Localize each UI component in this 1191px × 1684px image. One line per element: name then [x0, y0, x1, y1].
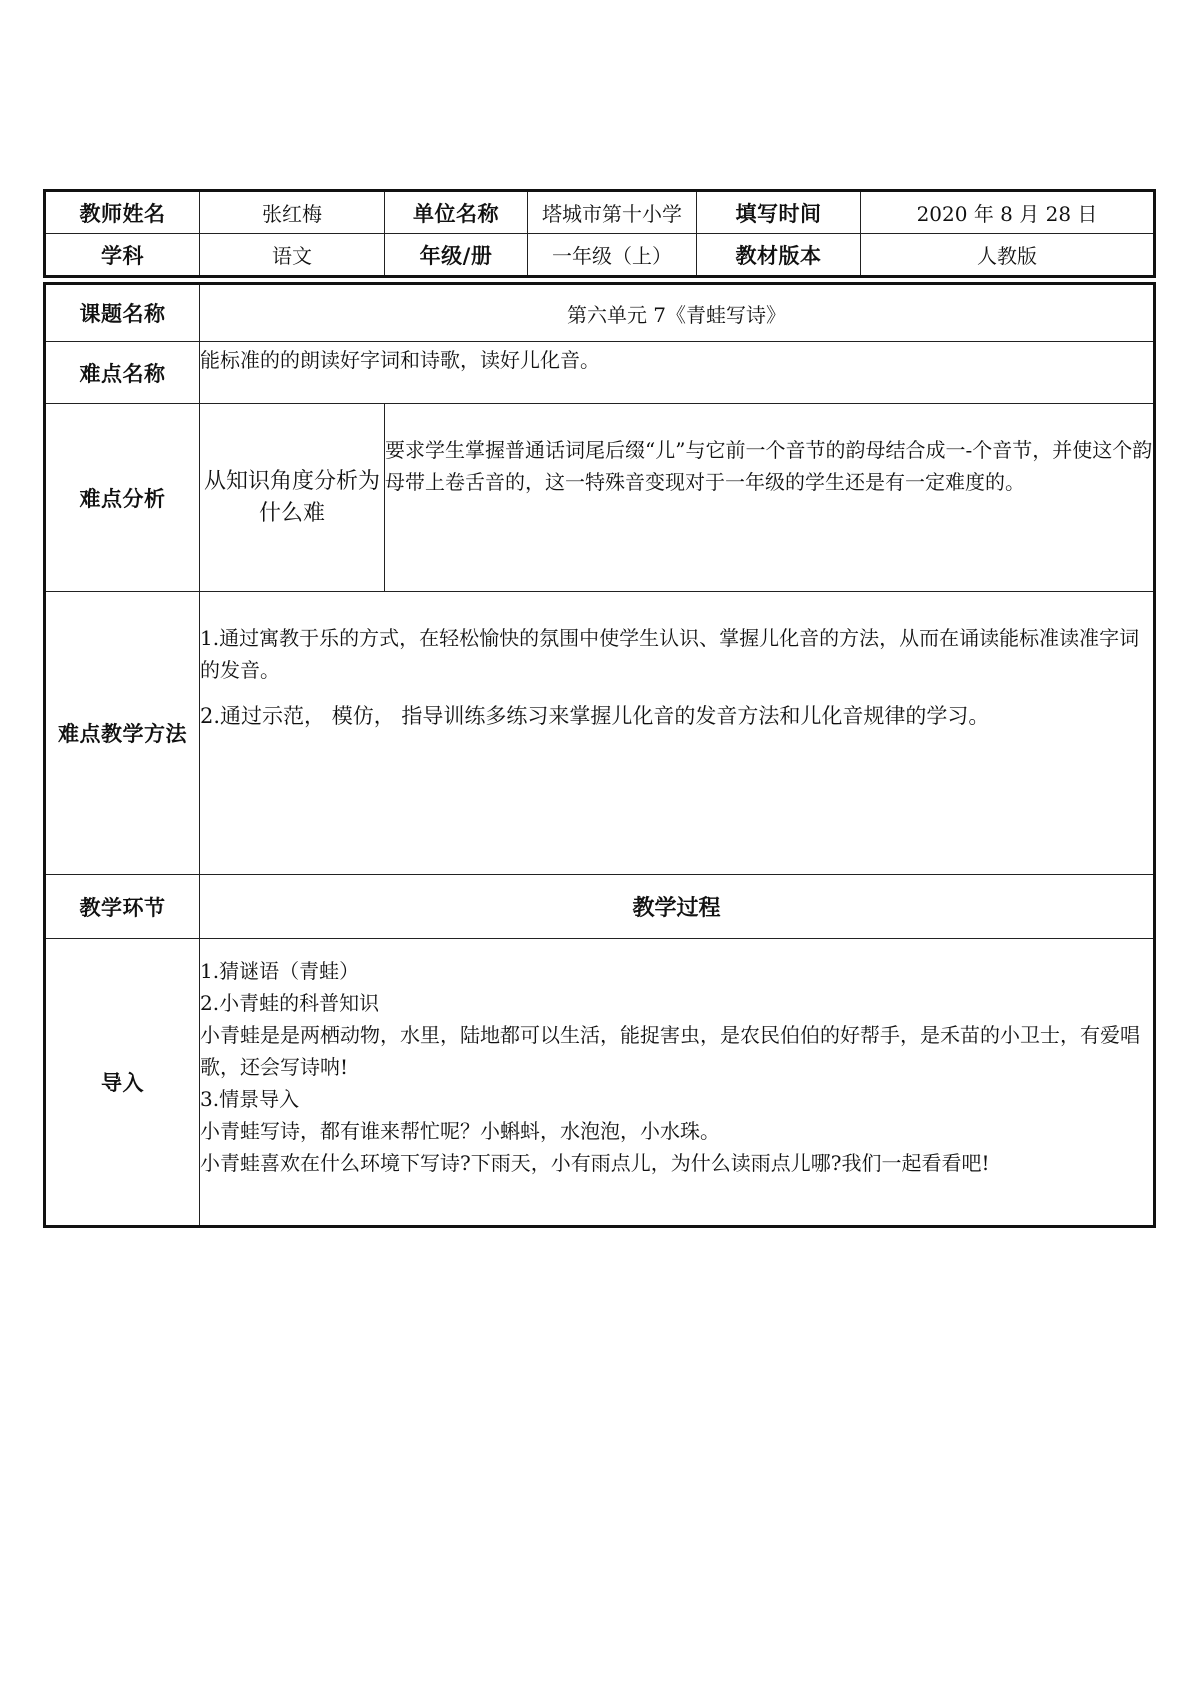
header-row-2: [45, 234, 1155, 277]
difficulty-text: 能标准的的朗读好字词和诗歌，读好儿化音。: [200, 348, 600, 372]
edition-label: 教材版本: [697, 234, 861, 277]
time-label: 填写时间: [697, 191, 861, 234]
header-row-1: [45, 191, 1155, 234]
teacher-label: 教师姓名: [45, 191, 200, 234]
intro-line-4: 3.情景导入: [200, 1087, 300, 1111]
intro-line-2: 2.小青蛙的科普知识: [200, 991, 380, 1015]
grade-value: 一年级（上）: [528, 234, 697, 277]
topic-label: 课题名称: [45, 284, 200, 342]
difficulty-row: [45, 342, 1155, 404]
subject-label: 学科: [45, 234, 200, 277]
teacher-value: 张红梅: [200, 191, 385, 234]
analysis-text-cell: [385, 404, 1155, 592]
intro-line-5: 小青蛙写诗，都有谁来帮忙呢？小蝌蚪，水泡泡，小水珠。: [200, 1119, 720, 1143]
method-item-1: 1.通过寓教于乐的方式，在轻松愉快的氛围中使学生认识、掌握儿化音的方法，从而在诵读能标准读准字词的发音。: [200, 626, 1140, 682]
grade-label: 年级/册: [385, 234, 528, 277]
method-label: 难点教学方法: [45, 592, 200, 875]
topic-value: 第六单元 7《青蛙写诗》: [200, 284, 1155, 342]
intro-line-1: 1.猜谜语（青蛙）: [200, 959, 360, 983]
lesson-plan-form: [43, 189, 1153, 1228]
difficulty-label: 难点名称: [45, 342, 200, 404]
analysis-label: 难点分析: [45, 404, 200, 592]
lesson-plan-table: [43, 189, 1156, 1228]
topic-row: [45, 284, 1155, 342]
intro-text-cell: [200, 939, 1155, 1227]
analysis-row: [45, 404, 1155, 592]
unit-label: 单位名称: [385, 191, 528, 234]
process-label: 教学过程: [200, 875, 1155, 939]
intro-label: 导入: [45, 939, 200, 1227]
intro-line-6: 小青蛙喜欢在什么环境下写诗?下雨天，小有雨点儿，为什么读雨点儿哪?我们一起看看吧!: [200, 1151, 990, 1175]
spacer-row: [45, 277, 1155, 284]
analysis-text: 要求学生掌握普通话词尾后缀“儿”与它前一个音节的韵母结合成一-个音节，并使这个韵母带上卷舌音的，这一特殊音变现对于一年级的学生还是有一定难度的。: [385, 438, 1153, 494]
subject-value: 语文: [200, 234, 385, 277]
edition-value: 人教版: [861, 234, 1155, 277]
difficulty-value: [200, 342, 1155, 404]
unit-value: 塔城市第十小学: [528, 191, 697, 234]
method-item-2: 2.通过示范， 模仿， 指导训练多练习来掌握儿化音的发音方法和儿化音规律的学习。: [200, 704, 990, 728]
analysis-angle: 从知识角度分析为什么难: [200, 404, 385, 592]
method-text-cell: [200, 592, 1155, 875]
intro-row: [45, 939, 1155, 1227]
process-header-row: [45, 875, 1155, 939]
intro-line-3: 小青蛙是是两栖动物，水里，陆地都可以生活，能捉害虫，是农民伯伯的好帮手，是禾苗的小卫士，有爱唱歌，还会写诗呐!: [200, 1023, 1140, 1079]
time-value: 2020 年 8 月 28 日: [861, 191, 1155, 234]
method-row: [45, 592, 1155, 875]
stage-label: 教学环节: [45, 875, 200, 939]
